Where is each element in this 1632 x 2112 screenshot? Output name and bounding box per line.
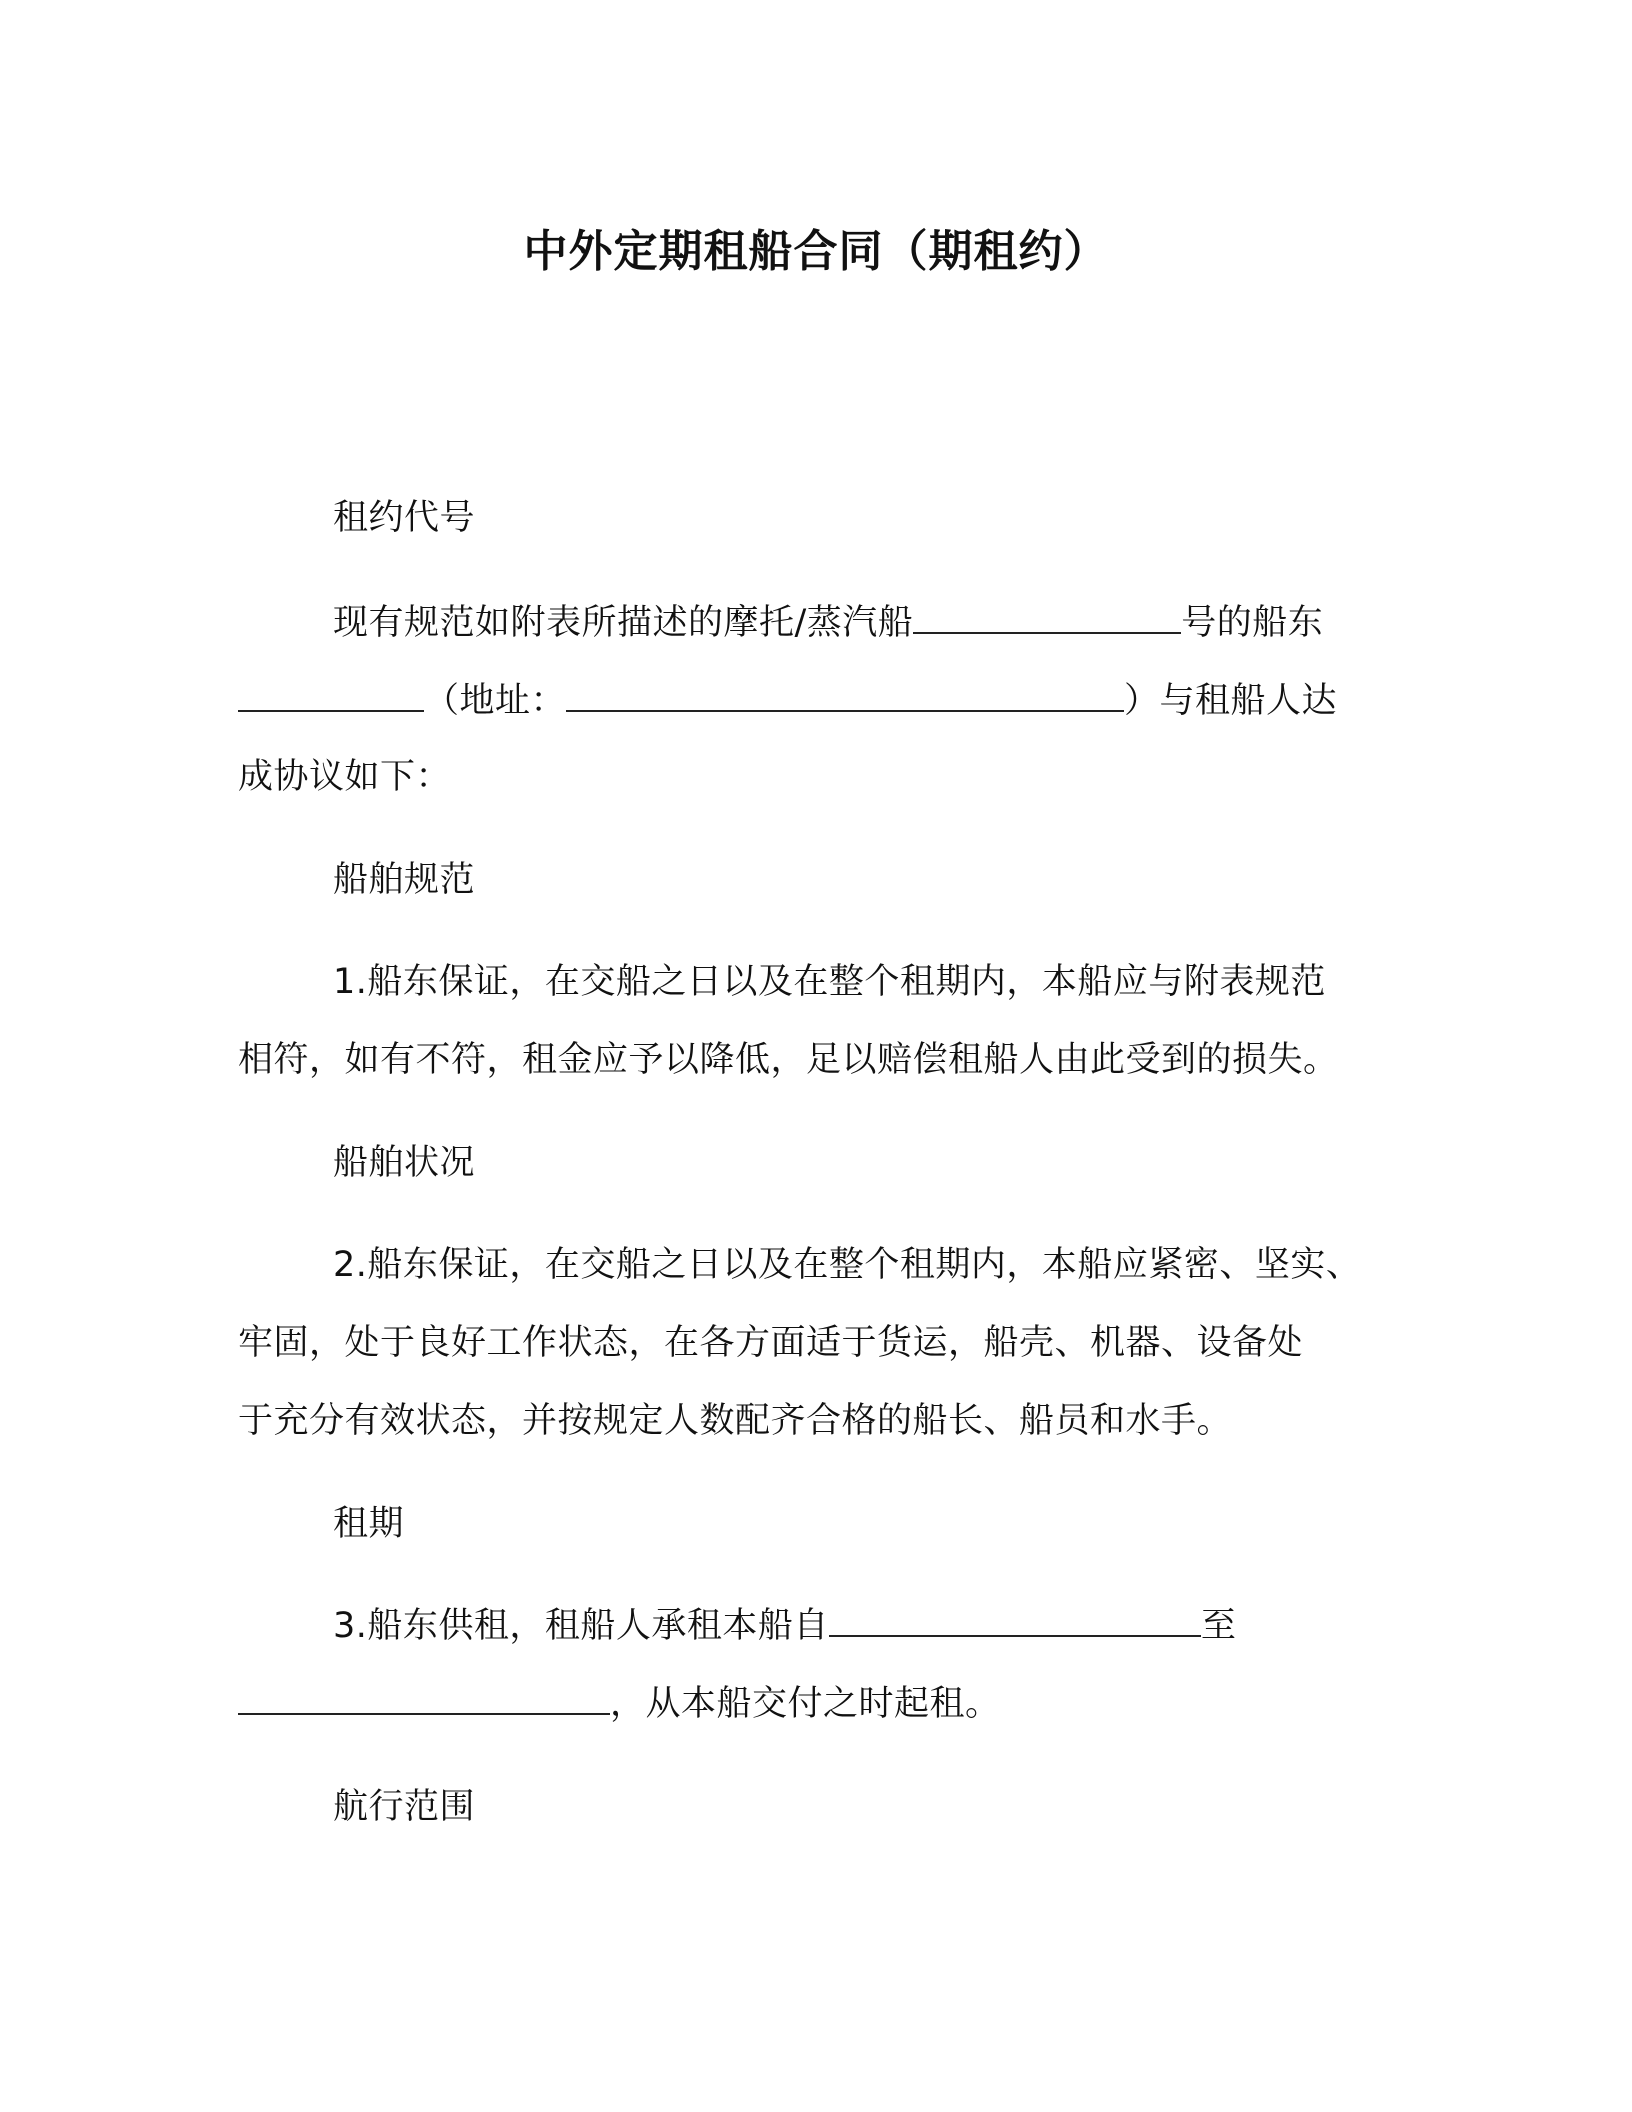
preamble-text: 现有规范如附表所描述的摩托/蒸汽船: [333, 603, 914, 643]
clause-3-line-2: [238, 1679, 1001, 1729]
document-title: 中外定期租船合同（期租约）: [523, 226, 1109, 277]
section-heading-trading-limits: 航行范围: [333, 1787, 476, 1827]
vessel-name-blank: [913, 600, 1181, 634]
preamble-text: 号的船东: [1181, 603, 1324, 643]
owner-name-blank: [238, 678, 424, 712]
clause-1-line-1: 1.船东保证，在交船之日以及在整个租期内，本船应与附表规范: [333, 962, 1326, 1002]
section-heading-charter-period: 租期: [333, 1504, 405, 1544]
charter-number-label: 租约代号: [333, 498, 476, 538]
section-heading-ship-condition: 船舶状况: [333, 1143, 476, 1183]
clause-3-line-1: [333, 1601, 1236, 1651]
preamble-text: ）与租船人达: [1124, 681, 1338, 721]
owner-address-blank: [566, 678, 1124, 712]
start-date-blank: [829, 1603, 1201, 1637]
clause-2-line-3: 于充分有效状态，并按规定人数配齐合格的船长、船员和水手。: [238, 1401, 1233, 1441]
clause-text: 3.船东供租，租船人承租本船自: [333, 1606, 829, 1646]
preamble-text: （地址：: [424, 681, 567, 721]
clause-2-line-2: 牢固，处于良好工作状态，在各方面适于货运，船壳、机器、设备处: [238, 1323, 1304, 1363]
clause-2-line-1: 2.船东保证，在交船之日以及在整个租期内，本船应紧密、坚实、: [333, 1245, 1362, 1285]
preamble-line-2: [238, 676, 1337, 726]
clause-1-line-2: 相符，如有不符，租金应予以降低，足以赔偿租船人由此受到的损失。: [238, 1040, 1339, 1080]
end-date-blank: [238, 1681, 610, 1715]
clause-text: 至: [1200, 1606, 1237, 1646]
preamble-line-1: [333, 598, 1323, 648]
section-heading-ship-specification: 船舶规范: [333, 860, 476, 900]
clause-text: ，从本船交付之时起租。: [610, 1684, 1001, 1724]
preamble-line-3: 成协议如下：: [238, 757, 452, 797]
